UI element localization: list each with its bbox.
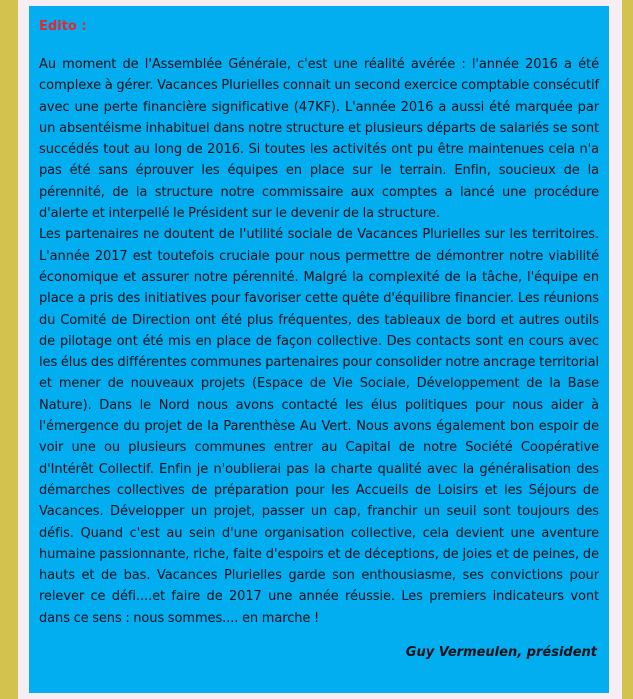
left-decorative-border: [0, 0, 18, 699]
right-decorative-border: [622, 0, 633, 699]
author-signature: Guy Vermeulen, président: [405, 645, 597, 661]
edito-heading: Edito :: [39, 19, 87, 34]
edito-paragraph-2: Les partenaires ne doutent de l'utilité sociale de Vacances Plurielles sur les territoires. L'année 2017 est toutefois cruciale pour nous permettre de démontrer notre viabilité économique et assurer notre pérennité. Malgré la complexité de la tâche, l'équipe en place a pris des initiatives pour favoriser cette quête d'équilibre financier. Les réunions du Comité de Direction ont été plus fréquentes, des tableaux de bord et autres outils de pilotage ont été mis en place de façon collective. Des contacts sont en cours avec les élus des différentes communes partenaires pour consolider notre ancrage territorial et mener de nouveaux projets (Espace de Vie Sociale, Développement de la Base Nature). Dans le Nord nous avons contacté les élus politiques pour nous aider à l'émergence du projet de la Parenthèse Au Vert. Nous avons également bon espoir de voir une ou plusieurs communes entrer au Capital de notre Société Coopérative d'Intérêt Collectif. Enfin je n'oublierai pas la charte qualité avec la généralisation des démarches collectives de préparation pour les Accueils de Loisirs et les Séjours de Vacances. Développer un projet, passer un cap, franchir un seuil sont toujours des défis. Quand c'est au sein d'une organisation collective, cela devient une aventure humaine passionnante, riche, faite d'espoirs et de déceptions, de joies et de peines, de hauts et de bas. Vacances Plurielles garde son enthousiasme, ses convictions pour relever ce défi....et faire de 2017 une année réussie. Les premiers indicateurs vont dans ce sens : nous sommes.... en marche !: [39, 227, 599, 626]
edito-panel: [29, 6, 609, 693]
edito-paragraph-1: Au moment de l'Assemblée Générale, c'est une réalité avérée : l'année 2016 a été complexe à gérer. Vacances Plurielles connait un second exercice comptable consécutif avec une perte financière significative (47KF). L'année 2016 a aussi été marquée par un absentéisme inhabituel dans notre structure et plusieurs départs de salariés se sont succédés tout au long de 2016. Si toutes les activités ont pu être maintenues cela n'a pas été sans éprouver les équipes en place sur le terrain. Enfin, soucieux de la pérennité, de la structure notre commissaire aux comptes a lancé une procédure d'alerte et interpellé le Président sur le devenir de la structure.: [39, 57, 599, 222]
